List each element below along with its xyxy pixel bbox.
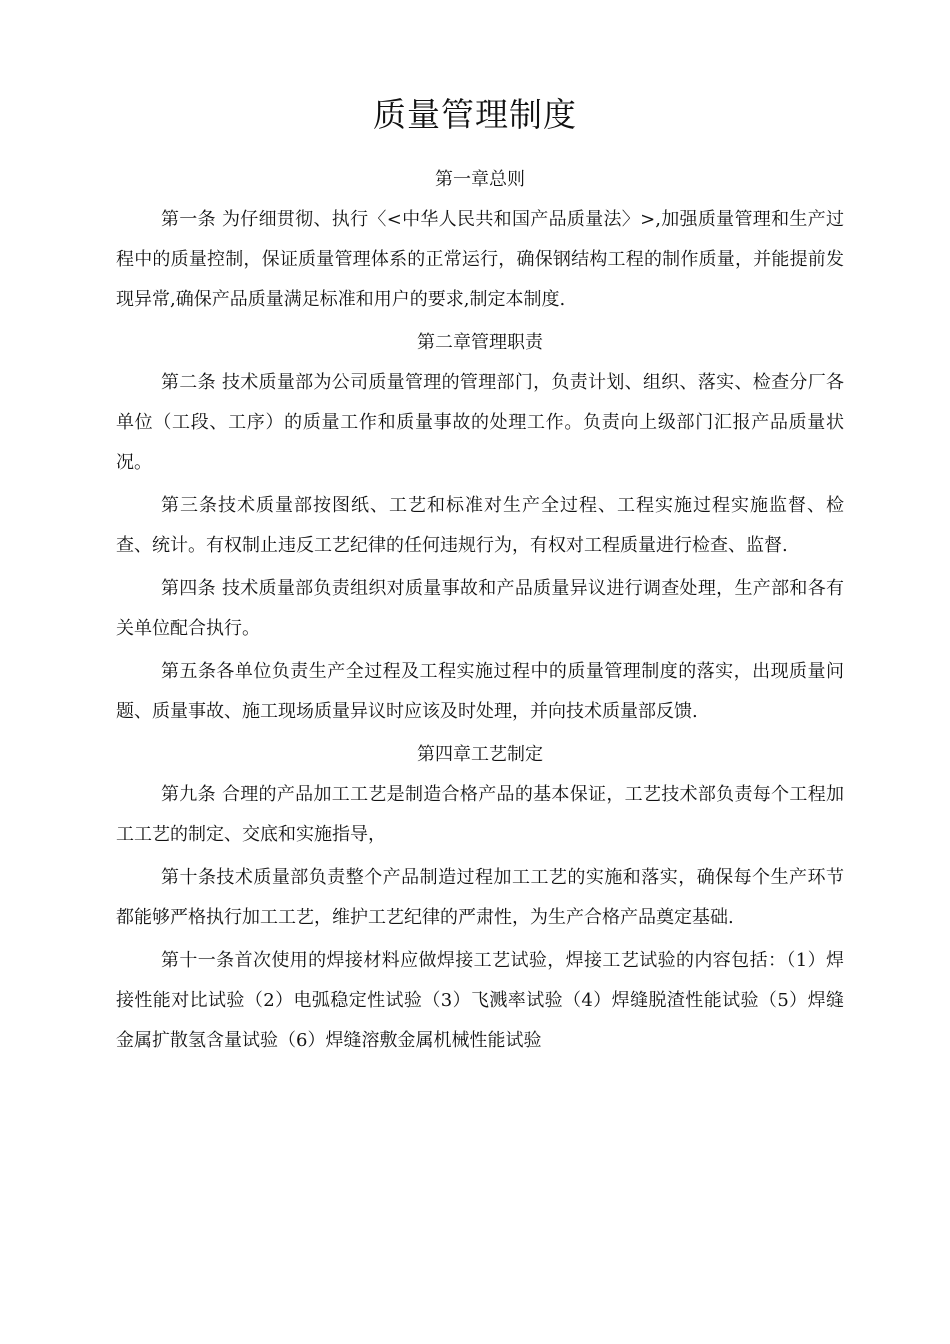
article-5: 第五条各单位负责生产全过程及工程实施过程中的质量管理制度的落实，出现质量问题、质量事故、施工现场质量异议时应该及时处理，并向技术质量部反馈. — [116, 661, 844, 722]
chapter-heading: 第二章管理职责 — [417, 332, 543, 353]
section-process-formulation — [116, 735, 844, 1061]
article-4: 第四条 技术质量部负责组织对质量事故和产品质量异议进行调查处理，生产部和各有关单位配合执行。 — [116, 578, 844, 639]
section-general-provisions — [116, 160, 844, 320]
section-management-duties — [116, 323, 844, 732]
article-10: 第十条技术质量部负责整个产品制造过程加工工艺的实施和落实，确保每个生产环节都能够严格执行加工工艺，维护工艺纪律的严肃性，为生产合格产品奠定基础. — [116, 867, 844, 928]
article-9: 第九条 合理的产品加工工艺是制造合格产品的基本保证，工艺技术部负责每个工程加工工艺的制定、交底和实施指导， — [116, 784, 844, 845]
article-11: 第十一条首次使用的焊接材料应做焊接工艺试验，焊接工艺试验的内容包括：（1）焊接性能对比试验（2）电弧稳定性试验（3）飞溅率试验（4）焊缝脱渣性能试验（5）焊缝金属扩散氢含量试验（6）焊缝溶敷金属机械性能试验 — [116, 950, 844, 1051]
document-body — [116, 160, 844, 1064]
article-3: 第三条技术质量部按图纸、工艺和标准对生产全过程、工程实施过程实施监督、检查、统计。有权制止违反工艺纪律的任何违规行为，有权对工程质量进行检查、监督. — [116, 495, 844, 556]
article-1: 第一条 为仔细贯彻、执行〈<中华人民共和国产品质量法〉>,加强质量管理和生产过程中的质量控制，保证质量管理体系的正常运行，确保钢结构工程的制作质量，并能提前发现异常,确保产品质量满足标准和用户的要求,制定本制度. — [116, 209, 844, 310]
chapter-heading: 第一章总则 — [435, 169, 525, 190]
article-2: 第二条 技术质量部为公司质量管理的管理部门，负责计划、组织、落实、检查分厂各单位（工段、工序）的质量工作和质量事故的处理工作。负责向上级部门汇报产品质量状况。 — [116, 372, 844, 473]
document-title: 质量管理制度 — [373, 95, 577, 134]
chapter-heading: 第四章工艺制定 — [417, 744, 543, 765]
